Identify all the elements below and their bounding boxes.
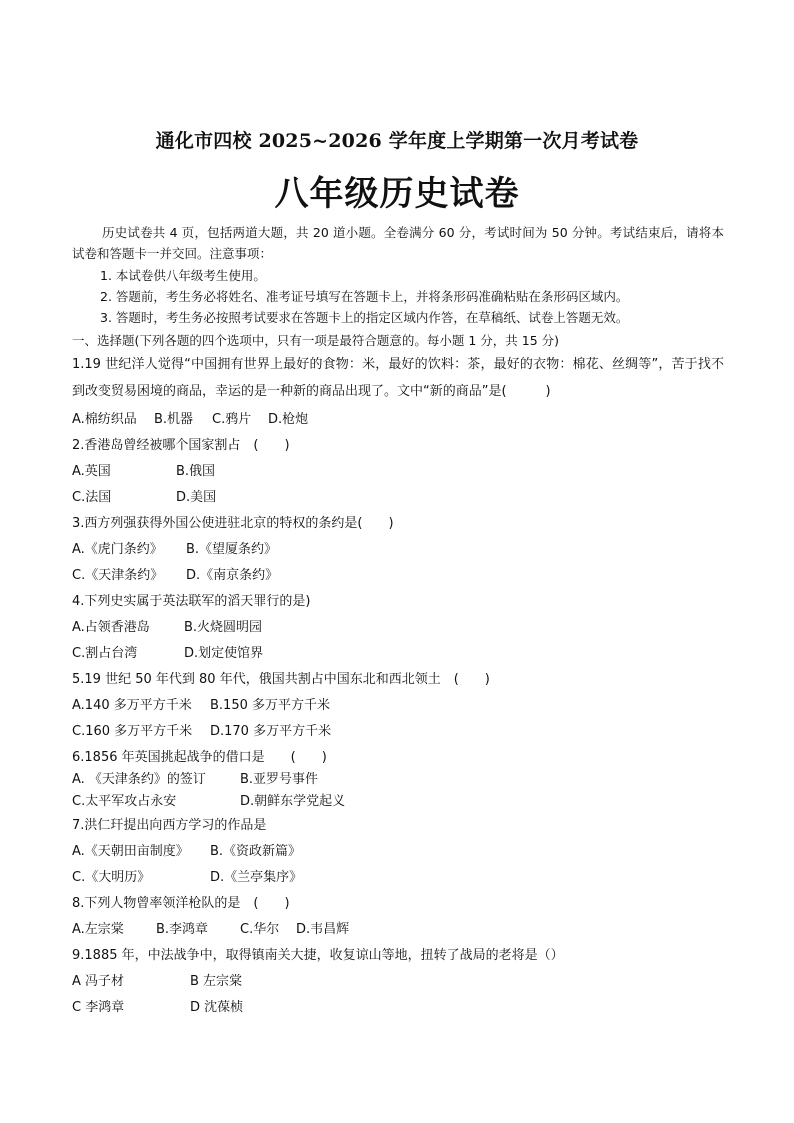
note-2: 2. 答题前，考生务必将姓名、准考证号填写在答题卡上，并将条形码准确粘贴在条形码区域内。	[100, 289, 629, 304]
q4-option-a: A.占领香港岛	[72, 620, 150, 635]
school-exam-title: 通化市四校 2025~2026 学年度上学期第一次月考试卷	[155, 130, 639, 152]
q3-option-d: D.《南京条约》	[186, 568, 279, 583]
question-6-stem: 6.1856 年英国挑起战争的借口是 ( )	[72, 750, 327, 765]
section-heading: 一、选择题(下列各题的四个选项中，只有一项是最符合题意的。每小题 1 分，共 15 分)	[72, 333, 560, 348]
q8-option-d: D.韦昌辉	[296, 922, 350, 937]
q7-option-b: B.《资政新篇》	[210, 844, 302, 859]
q2-option-c: C.法国	[72, 490, 112, 505]
q8-option-b: B.李鸿章	[156, 922, 209, 937]
q4-option-b: B.火烧圆明园	[184, 620, 263, 635]
question-2-stem: 2.香港岛曾经被哪个国家割占 ( )	[72, 438, 290, 453]
question-4-stem: 4.下列史实属于英法联军的滔天罪行的是)	[72, 594, 311, 609]
q1-option-c: C.鸦片	[212, 412, 252, 427]
q6-option-a: A. 《天津条约》的签订	[72, 772, 206, 787]
q6-option-c: C.太平军攻占永安	[72, 794, 177, 809]
q8-option-c: C.华尔	[240, 922, 280, 937]
q7-option-d: D.《兰亭集序》	[210, 870, 303, 885]
q7-option-a: A.《天朝田亩制度》	[72, 844, 189, 859]
exam-main-title: 八年级历史试卷	[274, 174, 520, 214]
q1-option-d: D.枪炮	[268, 412, 309, 427]
question-1-stem: 1.19 世纪洋人觉得“中国拥有世界上最好的食物：米，最好的饮料：茶，最好的衣物：棉花、丝绸等”，苦于找不到改变贸易困境的商品，幸运的是一种新的商品出现了。文中“新的商品”是( )	[72, 357, 724, 399]
q5-option-b: B.150 多万平方千米	[210, 698, 330, 713]
q4-option-c: C.割占台湾	[72, 646, 138, 661]
q3-option-a: A.《虎门条约》	[72, 542, 163, 557]
q9-option-d: D 沈葆桢	[190, 1000, 244, 1015]
q1-option-a: A.棉纺织品	[72, 412, 137, 427]
q3-option-c: C.《天津条约》	[72, 568, 164, 583]
q6-option-d: D.朝鲜东学党起义	[240, 794, 346, 809]
q9-option-c: C 李鸿章	[72, 1000, 125, 1015]
note-3: 3. 答题时，考生务必按照考试要求在答题卡上的指定区域内作答，在草稿纸、试卷上答题无效。	[100, 310, 629, 325]
q1-option-b: B.机器	[154, 412, 194, 427]
q9-option-a: A 冯子材	[72, 974, 125, 989]
q5-option-a: A.140 多万平方千米	[72, 698, 192, 713]
question-8-stem: 8.下列人物曾率领洋枪队的是 ( )	[72, 896, 290, 911]
question-3-stem: 3.西方列强获得外国公使进驻北京的特权的条约是( )	[72, 516, 394, 531]
note-1: 1. 本试卷供八年级考生使用。	[100, 268, 266, 283]
q6-option-b: B.亚罗号事件	[240, 772, 319, 787]
q2-option-d: D.美国	[176, 490, 217, 505]
q2-option-a: A.英国	[72, 464, 111, 479]
question-5-stem: 5.19 世纪 50 年代到 80 年代，俄国共割占中国东北和西北领土 ( )	[72, 672, 490, 687]
q9-option-b: B 左宗棠	[190, 974, 243, 989]
q8-option-a: A.左宗棠	[72, 922, 124, 937]
q5-option-c: C.160 多万平方千米	[72, 724, 193, 739]
question-9-stem: 9.1885 年，中法战争中，取得镇南关大捷，收复谅山等地，扭转了战局的老将是（）	[72, 948, 564, 963]
exam-intro-text: 历史试卷共 4 页，包括两道大题，共 20 道小题。全卷满分 60 分，考试时间为 50 分钟。考试结束后，请将本试卷和答题卡一并交回。注意事项：	[72, 225, 724, 261]
q3-option-b: B.《望厦条约》	[186, 542, 278, 557]
q5-option-d: D.170 多万平方千米	[210, 724, 332, 739]
question-7-stem: 7.洪仁玕提出向西方学习的作品是	[72, 818, 267, 833]
q2-option-b: B.俄国	[176, 464, 216, 479]
q7-option-c: C.《大明历》	[72, 870, 151, 885]
q4-option-d: D.划定使馆界	[184, 646, 264, 661]
